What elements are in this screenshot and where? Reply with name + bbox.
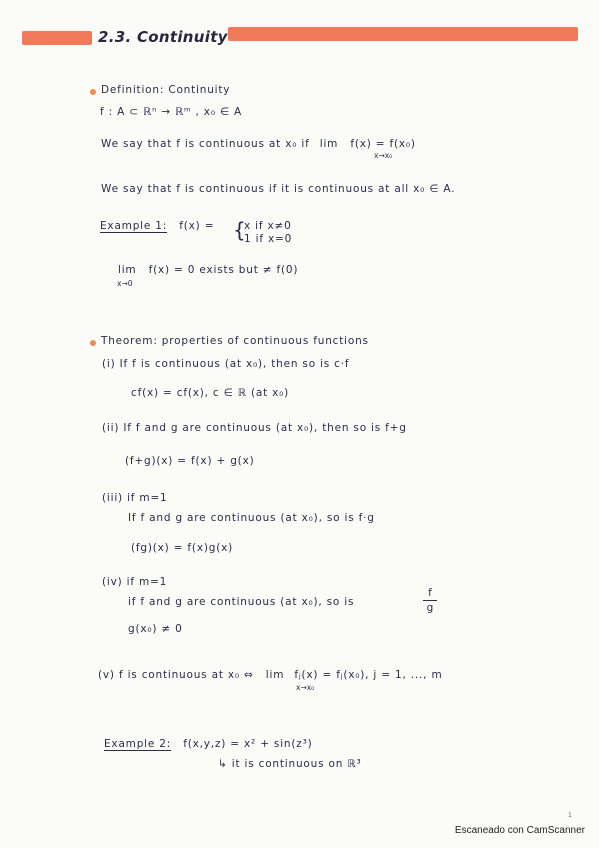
example2-note: ↳ it is continuous on ℝ³	[218, 758, 362, 770]
example1-label: Example 1:	[100, 220, 168, 232]
continuous-at-tail: f(x) = f(x₀)	[350, 138, 416, 150]
example1-function: f(x) =	[179, 220, 215, 232]
example1-case1: x if x≠0	[244, 220, 292, 232]
theorem-v-limit-operator: lim	[265, 669, 285, 681]
theorem-v-prefix: (v) f is continuous at x₀ ⇔	[98, 669, 254, 681]
page-number: 1	[568, 812, 572, 819]
example1-limit-operator: lim	[118, 264, 137, 276]
bullet-icon	[90, 89, 96, 95]
theorem-heading-text: Theorem: properties of continuous functions	[101, 335, 369, 347]
theorem-heading	[101, 335, 369, 347]
definition-continuous-everywhere: We say that f is continuous if it is continuous at all x₀ ∈ A.	[101, 183, 456, 195]
example1-limit-subscript: x→0	[117, 279, 133, 288]
theorem-iv-fraction	[423, 587, 437, 614]
example1	[100, 220, 214, 232]
example2-label: Example 2:	[104, 738, 172, 750]
theorem-ii-line1: (ii) If f and g are continuous (at x₀), then so is f+g	[102, 422, 407, 434]
bullet-icon	[90, 340, 96, 346]
theorem-v-limit-subscript: x→x₀	[296, 683, 315, 692]
scanner-watermark: Escaneado con CamScanner	[454, 825, 585, 836]
example2	[104, 738, 312, 750]
theorem-v	[98, 669, 443, 681]
theorem-iii-line3: (fg)(x) = f(x)g(x)	[131, 542, 234, 554]
theorem-iv-line3: g(x₀) ≠ 0	[128, 623, 183, 635]
example1-case2: 1 if x=0	[244, 233, 293, 245]
theorem-i-line1: (i) If f is continuous (at x₀), then so is c·f	[102, 358, 350, 370]
theorem-iv-line1: (iv) if m=1	[102, 576, 168, 588]
fraction-numerator: f	[428, 587, 432, 599]
theorem-i-line2: cf(x) = cf(x), c ∈ ℝ (at x₀)	[131, 387, 290, 399]
continuous-at-prefix: We say that f is continuous at x₀ if	[101, 138, 310, 150]
theorem-iii-line1: (iii) if m=1	[102, 492, 168, 504]
fraction-denominator: g	[426, 602, 434, 614]
theorem-iv-line2: if f and g are continuous (at x₀), so is	[128, 596, 355, 608]
theorem-iii-line2: If f and g are continuous (at x₀), so is f·g	[128, 512, 375, 524]
section-title: 2.3. Continuity	[98, 28, 228, 46]
definition-setup: f : A ⊂ ℝⁿ → ℝᵐ , x₀ ∈ A	[100, 106, 243, 118]
header-highlight-left	[22, 31, 92, 45]
fraction-bar	[423, 600, 437, 601]
example1-conclusion: f(x) = 0 exists but ≠ f(0)	[148, 264, 299, 276]
example2-function: f(x,y,z) = x² + sin(z³)	[183, 738, 313, 750]
limit-operator: lim	[319, 138, 339, 150]
example1-limit	[118, 264, 298, 276]
brace-icon: {	[233, 218, 246, 242]
definition-heading: Definition: Continuity	[101, 84, 231, 96]
definition-continuous-at	[101, 138, 416, 150]
theorem-v-tail: fⱼ(x) = fⱼ(x₀), j = 1, ..., m	[294, 669, 443, 681]
theorem-ii-line2: (f+g)(x) = f(x) + g(x)	[125, 455, 255, 467]
limit-subscript: x→x₀	[374, 151, 393, 160]
header-highlight-right	[228, 27, 578, 41]
